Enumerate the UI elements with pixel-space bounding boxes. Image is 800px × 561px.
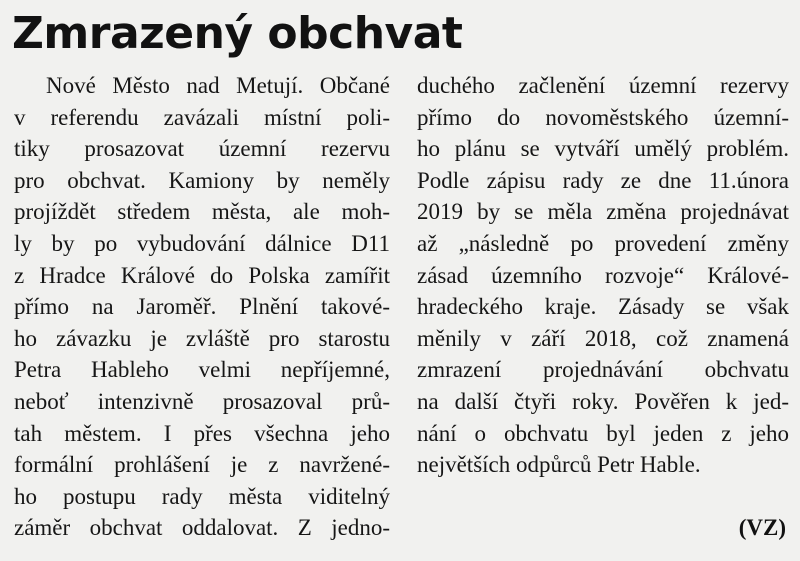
text-line: ho plánu se vytváří umělý problém. <box>417 136 789 162</box>
text-line: ly by po vybudování dálnice D11 <box>14 230 390 256</box>
right-column <box>417 70 789 481</box>
text-line: neboť intenzivně prosazoval prů- <box>14 388 390 414</box>
text-line: tah městem. I přes všechna jeho <box>14 420 390 446</box>
headline: Zmrazený obchvat <box>12 8 463 59</box>
text-line: projíždět středem města, ale moh- <box>14 199 390 225</box>
byline: (VZ) <box>738 515 786 540</box>
text-line: tiky prosazovat územní rezervu <box>14 136 390 162</box>
text-line: přímo do novoměstského územní- <box>417 104 789 130</box>
text-line: pro obchvat. Kamiony by neměly <box>14 167 390 193</box>
text-line: na další čtyři roky. Pověřen k jed- <box>417 388 789 414</box>
left-column <box>14 70 390 544</box>
text-line: v referendu zavázali místní poli- <box>14 104 390 130</box>
text-line: záměr obchvat oddalovat. Z jedno- <box>14 515 390 541</box>
text-line: hradeckého kraje. Zásady se však <box>417 294 789 320</box>
text-line: 2019 by se měla změna projednávat <box>417 199 789 225</box>
text-line: Petra Hableho velmi nepříjemné, <box>14 357 390 383</box>
text-line: zásad územního rozvoje“ Králové- <box>417 262 789 288</box>
text-line: přímo na Jaroměř. Plnění takové- <box>14 294 390 320</box>
text-line: Podle zápisu rady ze dne 11.února <box>417 167 789 193</box>
text-line: zmrazení projednávání obchvatu <box>417 357 789 383</box>
text-line: měnily v září 2018, což znamená <box>417 325 789 351</box>
text-line: nání o obchvatu byl jeden z jeho <box>417 420 789 446</box>
text-line: až „následně po provedení změny <box>417 230 789 256</box>
text-line: z Hradce Králové do Polska zamířit <box>14 262 390 288</box>
text-line: duchého začlenění územní rezervy <box>417 73 789 98</box>
text-line: formální prohlášení je z navržené- <box>14 452 390 478</box>
text-line: Nové Město nad Metují. Občané <box>46 73 390 98</box>
text-line: ho závazku je zvláště pro starostu <box>14 325 390 351</box>
text-line: ho postupu rady města viditelný <box>14 483 390 509</box>
text-line: největších odpůrců Petr Hable. <box>417 452 701 478</box>
